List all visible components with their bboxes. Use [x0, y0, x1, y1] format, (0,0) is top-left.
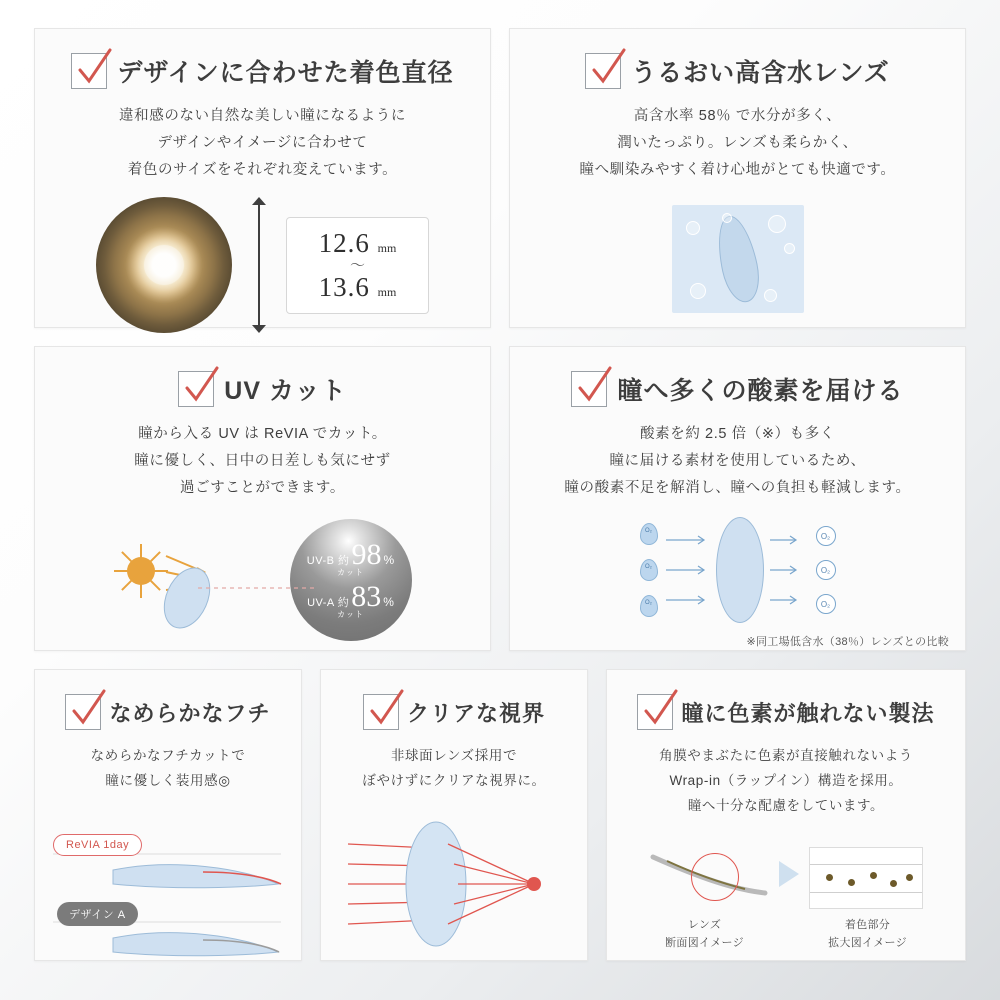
card-header	[526, 371, 949, 407]
checkbox-icon	[571, 371, 607, 407]
uva-label: UV-A 約	[307, 597, 350, 610]
desc-line: Wrap-in（ラップイン）構造を採用。	[669, 772, 903, 788]
row-2	[34, 346, 966, 651]
row-3	[34, 669, 966, 961]
tag-revia-1day: ReVIA 1day	[53, 834, 142, 856]
lens-photo	[96, 197, 232, 333]
desc-line: 瞳に届ける素材を使用しているため、	[609, 452, 866, 469]
measure-arrow-icon	[246, 197, 272, 333]
desc-line: 瞳に優しく装用感◎	[105, 772, 231, 788]
card-header	[337, 694, 571, 730]
wrapin-figure	[623, 843, 949, 909]
card-description	[51, 744, 285, 794]
card-title: UV カット	[224, 377, 347, 405]
card-title: 瞳に色素が触れない製法	[681, 700, 935, 726]
card-description	[526, 421, 949, 501]
diameter-callout	[286, 217, 429, 315]
card-wrap-in	[606, 669, 966, 961]
uva-cut-label: カット	[337, 610, 364, 620]
uvb-value: 98	[351, 538, 382, 572]
o2-dot-icon: O₂	[816, 526, 836, 546]
desc-line: 瞳へ馴染みやすく着け心地がとても快適です。	[579, 161, 896, 178]
card-description	[526, 103, 949, 183]
clear-view-figure	[337, 820, 571, 970]
uv-figure	[51, 519, 474, 641]
uvb-cut-label: カット	[337, 568, 364, 578]
card-description	[51, 103, 474, 183]
card-title: クリアな視界	[406, 700, 545, 726]
wrapin-captions	[623, 917, 949, 952]
card-title: なめらかなフチ	[109, 700, 271, 726]
diameter-figure	[51, 197, 474, 333]
diameter-min: 12.6 mm	[318, 227, 397, 258]
o2-drop-icon	[640, 559, 658, 581]
sun-icon	[114, 544, 168, 598]
uva-row	[307, 582, 394, 612]
desc-line: 過ごすことができます。	[180, 479, 345, 496]
lens-shape	[716, 517, 764, 623]
desc-line: 瞳から入る UV は ReVIA でカット。	[138, 426, 387, 442]
o2-drop-icon	[640, 595, 658, 617]
o2-dot-icon: O₂	[816, 560, 836, 580]
card-uv-cut	[34, 346, 491, 651]
card-title: デザインに合わせた着色直径	[117, 59, 454, 87]
zoom-circle-icon	[691, 853, 739, 901]
card-description	[51, 421, 474, 501]
card-title: うるおい高含水レンズ	[631, 59, 890, 87]
oxygen-out-dots	[816, 526, 836, 614]
desc-line: 着色のサイズをそれぞれ変えています。	[127, 161, 398, 178]
water-lens-illustration	[672, 205, 804, 313]
desc-line: 潤いたっぷり。レンズも柔らかく、	[617, 134, 858, 151]
o2-dot-icon: O₂	[816, 594, 836, 614]
card-title: 瞳へ多くの酸素を届ける	[617, 377, 904, 405]
oxygen-figure	[526, 517, 949, 623]
desc-line: 非球面レンズ採用で	[390, 748, 518, 763]
desc-line: 瞳の酸素不足を解消し、瞳への負担も軽減します。	[564, 479, 911, 496]
card-high-moisture	[509, 28, 966, 328]
desc-line: 瞳へ十分な配慮をしています。	[687, 797, 885, 813]
desc-line: 角膜やまぶたに色素が直接触れないよう	[659, 748, 913, 763]
aspheric-lens-illustration	[344, 820, 564, 970]
edge-figure	[51, 828, 285, 978]
checkbox-icon	[71, 53, 107, 89]
percent-sign: %	[383, 595, 394, 610]
checkbox-icon	[585, 53, 621, 89]
card-header	[51, 371, 474, 407]
card-clear-view	[320, 669, 588, 961]
card-description	[337, 744, 571, 794]
uva-value: 83	[351, 580, 382, 614]
moisture-figure	[526, 205, 949, 313]
o2-drop-icon	[640, 523, 658, 545]
row-1	[34, 28, 966, 328]
desc-line: デザインやイメージに合わせて	[157, 134, 368, 151]
pigment-zoom-illustration	[809, 847, 923, 909]
sun-lens-illustration	[114, 520, 264, 640]
range-tilde: 〜	[349, 256, 365, 274]
desc-line: 高含水率 58％ で水分が多く、	[633, 108, 842, 124]
lens-section-illustration	[649, 843, 769, 909]
card-header	[623, 694, 949, 730]
caption-lens-section: レンズ 断面図イメージ	[665, 918, 744, 949]
checkbox-icon	[178, 371, 214, 407]
desc-line: なめらかなフチカットで	[90, 748, 246, 763]
o2-inflow-arrows-icon	[664, 518, 710, 622]
uvb-row	[307, 540, 394, 570]
percent-sign: %	[383, 553, 395, 568]
desc-line: 違和感のない自然な美しい瞳になるように	[119, 108, 406, 124]
edge-comparison-illustration	[53, 828, 283, 978]
checkbox-icon	[65, 694, 101, 730]
oxygen-drops	[640, 523, 658, 617]
diameter-max: 13.6 mm	[318, 272, 397, 303]
card-description	[623, 744, 949, 819]
checkbox-icon	[363, 694, 399, 730]
desc-line: ぼやけずにクリアな視界に。	[362, 772, 546, 788]
card-colored-diameter	[34, 28, 491, 328]
desc-line: 酸素を約 2.5 倍（※）も多く	[640, 426, 835, 442]
tag-design-a: デザイン A	[57, 902, 138, 926]
card-header	[526, 53, 949, 89]
caption-pigment-zoom: 着色部分 拡大図イメージ	[828, 918, 907, 949]
card-oxygen	[509, 346, 966, 651]
card-header	[51, 694, 285, 730]
card-smooth-edge	[34, 669, 302, 961]
checkbox-icon	[637, 694, 673, 730]
arrow-right-icon	[779, 861, 799, 887]
desc-line: 瞳に優しく、日中の日差しも気にせず	[134, 452, 391, 469]
uvb-label: UV-B 約	[306, 555, 350, 568]
oxygen-footnote: ※同工場低含水（38％）レンズとの比較	[746, 636, 949, 649]
card-header	[51, 53, 474, 89]
o2-outflow-arrows-icon	[770, 518, 810, 622]
